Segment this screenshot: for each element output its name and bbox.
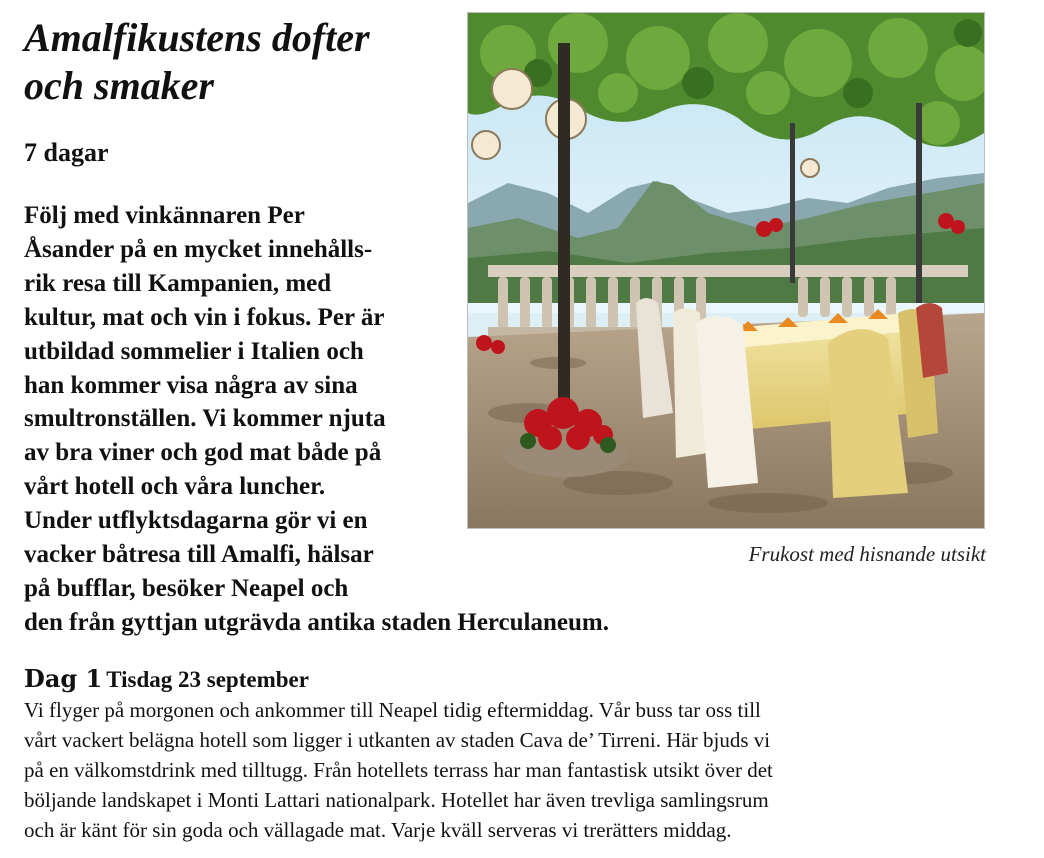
intro-line: den från gyttjan utgrävda antika staden Herculaneum.: [24, 608, 609, 636]
day-label: Dag 1: [24, 664, 103, 693]
intro-line: Under utflyktsdagarna gör vi en: [24, 507, 368, 535]
intro-line: vårt hotell och våra luncher.: [24, 473, 326, 501]
intro-line: smultronställen. Vi kommer njuta: [24, 405, 386, 433]
day-line: på en välkomstdrink med tilltugg. Från hotellets terrass har man fantastisk utsikt över det: [24, 758, 773, 782]
intro-line: vacker båtresa till Amalfi, hälsar: [24, 541, 374, 569]
title-line-1: Amalfikustens dofter: [24, 15, 370, 60]
intro-line: rik resa till Kampanien, med: [24, 269, 332, 297]
day-line: Vi flyger på morgonen och ankommer till Neapel tidig eftermiddag. Vår buss tar oss till: [24, 698, 761, 722]
day-description: [24, 695, 1024, 845]
day-line: vårt vackert belägna hotell som ligger i utkanten av staden Cava de’ Tirreni. Här bjuds vi: [24, 728, 771, 752]
page-title: [24, 14, 454, 110]
photo-caption: Frukost med hisnande utsikt: [748, 542, 986, 566]
title-line-2: och smaker: [24, 63, 214, 108]
day-line: och är känt för sin goda och vällagade mat. Varje kväll serveras vi trerätters middag.: [24, 818, 732, 842]
terrace-photo-illustration: [468, 13, 984, 528]
day-date: Tisdag 23 september: [106, 667, 309, 692]
intro-line: utbildad sommelier i Italien och: [24, 337, 364, 365]
terrace-photo: [467, 12, 985, 529]
intro-line: kultur, mat och vin i fokus. Per är: [24, 303, 385, 331]
day-heading: [24, 664, 309, 693]
intro-line: på bufflar, besöker Neapel och: [24, 574, 349, 602]
trip-duration: 7 dagar: [24, 138, 109, 167]
intro-line: Åsander på en mycket innehålls-: [24, 235, 373, 263]
intro-line: Följ med vinkännaren Per: [24, 202, 305, 229]
intro-line: av bra viner och god mat både på: [24, 439, 382, 467]
day-line: böljande landskapet i Monti Lattari nationalpark. Hotellet har även trevliga samlingsrum: [24, 788, 769, 812]
intro-line: han kommer visa några av sina: [24, 371, 358, 399]
